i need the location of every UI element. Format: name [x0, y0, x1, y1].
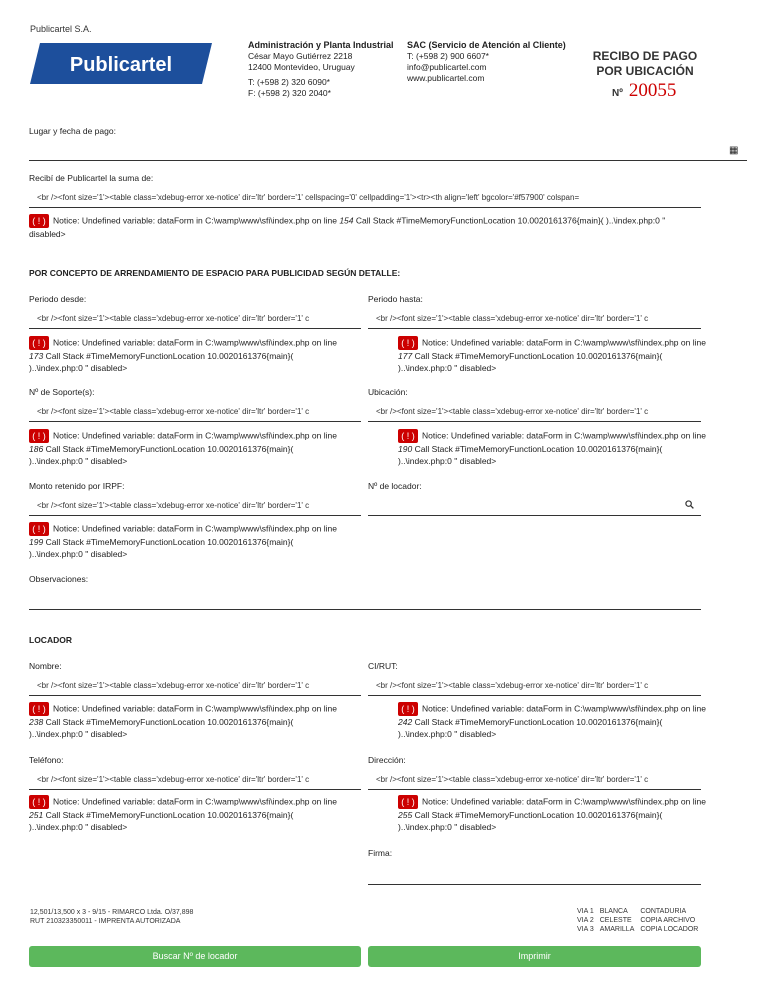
notice-irpf: ( ! ) Notice: Undefined variable: dataForm in C:\wamp\www\sfi\index.php on line 199 Call Stack #TimeMemoryFunctionLocation 10.0020161376{main}( )..\index.php:0 " disabled>: [29, 523, 337, 559]
search-button[interactable]: [677, 496, 701, 516]
calendar-icon[interactable]: ▦: [729, 145, 739, 156]
admin-address1: César Mayo Gutiérrez 2218: [248, 51, 353, 61]
imprimir-button[interactable]: Imprimir: [368, 946, 701, 967]
admin-fax: F: (+598 2) 320 2040*: [248, 88, 331, 98]
firma-input[interactable]: [368, 865, 701, 885]
admin-title: Administración y Planta Industrial: [248, 40, 394, 50]
print-info: [30, 908, 193, 926]
error-icon: ( ! ): [398, 702, 418, 716]
notice-telefono: ( ! ) Notice: Undefined variable: dataForm in C:\wamp\www\sfi\index.php on line 251 Call Stack #TimeMemoryFunctionLocation 10.0020161376{main}( )..\index.php:0 " disabled>: [29, 796, 337, 832]
ci-label: CI/RUT:: [368, 661, 398, 671]
sac-phone: T: (+598 2) 900 6607*: [407, 51, 489, 61]
copy-row: VIA 2 CELESTE COPIA ARCHIVO: [577, 917, 696, 924]
telefono-input[interactable]: <br /><font size='1'><table class='xdebug-error xe-notice' dir='ltr' border='1' c: [29, 770, 361, 790]
error-icon: ( ! ): [398, 429, 418, 443]
notice-periodo-hasta: ( ! ) Notice: Undefined variable: dataForm in C:\wamp\www\sfi\index.php on line 177 Call Stack #TimeMemoryFunctionLocation 10.0020161376{main}( )..\index.php:0 " disabled>: [398, 337, 706, 373]
receipt-title-line2: POR UBICACIÓN: [596, 64, 694, 78]
sac-info: [407, 40, 566, 84]
error-icon: ( ! ): [29, 336, 49, 350]
locador-no-label: Nº de locador:: [368, 481, 422, 491]
copy-row: VIA 1 BLANCA CONTADURIA: [577, 908, 687, 915]
receipt-number-label: Nº: [612, 88, 623, 99]
irpf-label: Monto retenido por IRPF:: [29, 481, 125, 491]
error-icon: ( ! ): [398, 336, 418, 350]
notice-soporte: ( ! ) Notice: Undefined variable: dataForm in C:\wamp\www\sfi\index.php on line 186 Call Stack #TimeMemoryFunctionLocation 10.0020161376{main}( )..\index.php:0 " disabled>: [29, 430, 337, 466]
copy-row: VIA 3 AMARILLA COPIA LOCADOR: [577, 926, 699, 933]
receipt-title-line1: RECIBO DE PAGO: [592, 49, 698, 63]
nombre-input[interactable]: <br /><font size='1'><table class='xdebug-error xe-notice' dir='ltr' border='1' c: [29, 676, 361, 696]
direccion-input[interactable]: <br /><font size='1'><table class='xdebug-error xe-notice' dir='ltr' border='1' c: [368, 770, 701, 790]
admin-address2: 12400 Montevideo, Uruguay: [248, 62, 355, 72]
section-locador: LOCADOR: [29, 635, 72, 645]
error-icon: ( ! ): [29, 214, 49, 228]
telefono-label: Teléfono:: [29, 755, 64, 765]
buscar-locador-button[interactable]: Buscar Nº de locador: [29, 946, 361, 967]
logo-text: Publicartel: [69, 54, 173, 76]
irpf-input[interactable]: <br /><font size='1'><table class='xdebug-error xe-notice' dir='ltr' border='1' c: [29, 496, 361, 516]
error-icon: ( ! ): [398, 795, 418, 809]
error-icon: ( ! ): [29, 429, 49, 443]
receipt-title: [585, 49, 705, 79]
periodo-desde-input[interactable]: <br /><font size='1'><table class='xdebug-error xe-notice' dir='ltr' border='1' c: [29, 309, 361, 329]
observaciones-label: Observaciones:: [29, 574, 89, 584]
recibi-label: Recibí de Publicartel la suma de:: [29, 173, 154, 183]
company-name: Publicartel S.A.: [30, 24, 92, 34]
receipt-number-value: 20055: [628, 80, 677, 101]
direccion-label: Dirección:: [368, 755, 406, 765]
admin-info: [248, 40, 394, 99]
sac-web: www.publicartel.com: [407, 73, 485, 83]
periodo-desde-label: Periodo desde:: [29, 294, 87, 304]
ci-input[interactable]: <br /><font size='1'><table class='xdebug-error xe-notice' dir='ltr' border='1' c: [368, 676, 701, 696]
sac-email: info@publicartel.com: [407, 62, 487, 72]
notice-ci: ( ! ) Notice: Undefined variable: dataForm in C:\wamp\www\sfi\index.php on line 242 Call Stack #TimeMemoryFunctionLocation 10.0020161376{main}( )..\index.php:0 " disabled>: [398, 703, 706, 739]
soporte-label: Nº de Soporte(s):: [29, 387, 95, 397]
locador-no-input[interactable]: [368, 496, 677, 516]
admin-phone: T: (+598 2) 320 6090*: [248, 77, 330, 87]
search-icon: [685, 500, 694, 509]
soporte-input[interactable]: <br /><font size='1'><table class='xdebug-error xe-notice' dir='ltr' border='1' c: [29, 402, 361, 422]
notice-periodo-desde: ( ! ) Notice: Undefined variable: dataForm in C:\wamp\www\sfi\index.php on line 173 Call Stack #TimeMemoryFunctionLocation 10.0020161376{main}( )..\index.php:0 " disabled>: [29, 337, 337, 373]
print-info-line2: RUT 210323350011 - IMPRENTA AUTORIZADA: [30, 918, 181, 925]
notice-direccion: ( ! ) Notice: Undefined variable: dataForm in C:\wamp\www\sfi\index.php on line 255 Call Stack #TimeMemoryFunctionLocation 10.0020161376{main}( )..\index.php:0 " disabled>: [398, 796, 706, 832]
notice-ubicacion: ( ! ) Notice: Undefined variable: dataForm in C:\wamp\www\sfi\index.php on line 190 Call Stack #TimeMemoryFunctionLocation 10.0020161376{main}( )..\index.php:0 " disabled>: [398, 430, 706, 466]
ubicacion-label: Ubicación:: [368, 387, 408, 397]
suma-input[interactable]: <br /><font size='1'><table class='xdebug-error xe-notice' dir='ltr' border='1' cellspacing='0' cellpadding='1'><tr><th align='left' bgcolor='#f57900' colspan=: [29, 188, 701, 208]
periodo-hasta-input[interactable]: <br /><font size='1'><table class='xdebug-error xe-notice' dir='ltr' border='1' c: [368, 309, 701, 329]
lugar-label: Lugar y fecha de pago:: [29, 126, 116, 136]
nombre-label: Nombre:: [29, 661, 62, 671]
section-concepto: POR CONCEPTO DE ARRENDAMIENTO DE ESPACIO PARA PUBLICIDAD SEGÚN DETALLE:: [29, 268, 401, 278]
firma-label: Firma:: [368, 848, 393, 858]
print-info-line1: 12,501/13,500 x 3 - 9/15 - RIMARCO Ltda. O/37,898: [30, 909, 194, 916]
lugar-fecha-input[interactable]: [29, 141, 747, 161]
error-icon: ( ! ): [29, 522, 49, 536]
observaciones-input[interactable]: [29, 590, 701, 610]
receipt-number: [612, 80, 676, 102]
error-icon: ( ! ): [29, 795, 49, 809]
publicartel-logo: [30, 43, 212, 84]
ubicacion-input[interactable]: <br /><font size='1'><table class='xdebug-error xe-notice' dir='ltr' border='1' c: [368, 402, 701, 422]
periodo-hasta-label: Periodo hasta:: [368, 294, 423, 304]
notice-nombre: ( ! ) Notice: Undefined variable: dataForm in C:\wamp\www\sfi\index.php on line 238 Call Stack #TimeMemoryFunctionLocation 10.0020161376{main}( )..\index.php:0 " disabled>: [29, 703, 337, 739]
notice-suma: ( ! ) Notice: Undefined variable: dataForm in C:\wamp\www\sfi\index.php on line 154 Call Stack #TimeMemoryFunctionLocation 10.0020161376{main}( )..\index.php:0 " disabled>: [29, 215, 666, 239]
error-icon: ( ! ): [29, 702, 49, 716]
sac-title: SAC (Servicio de Atención al Cliente): [407, 40, 566, 50]
copies-table: [577, 907, 704, 934]
